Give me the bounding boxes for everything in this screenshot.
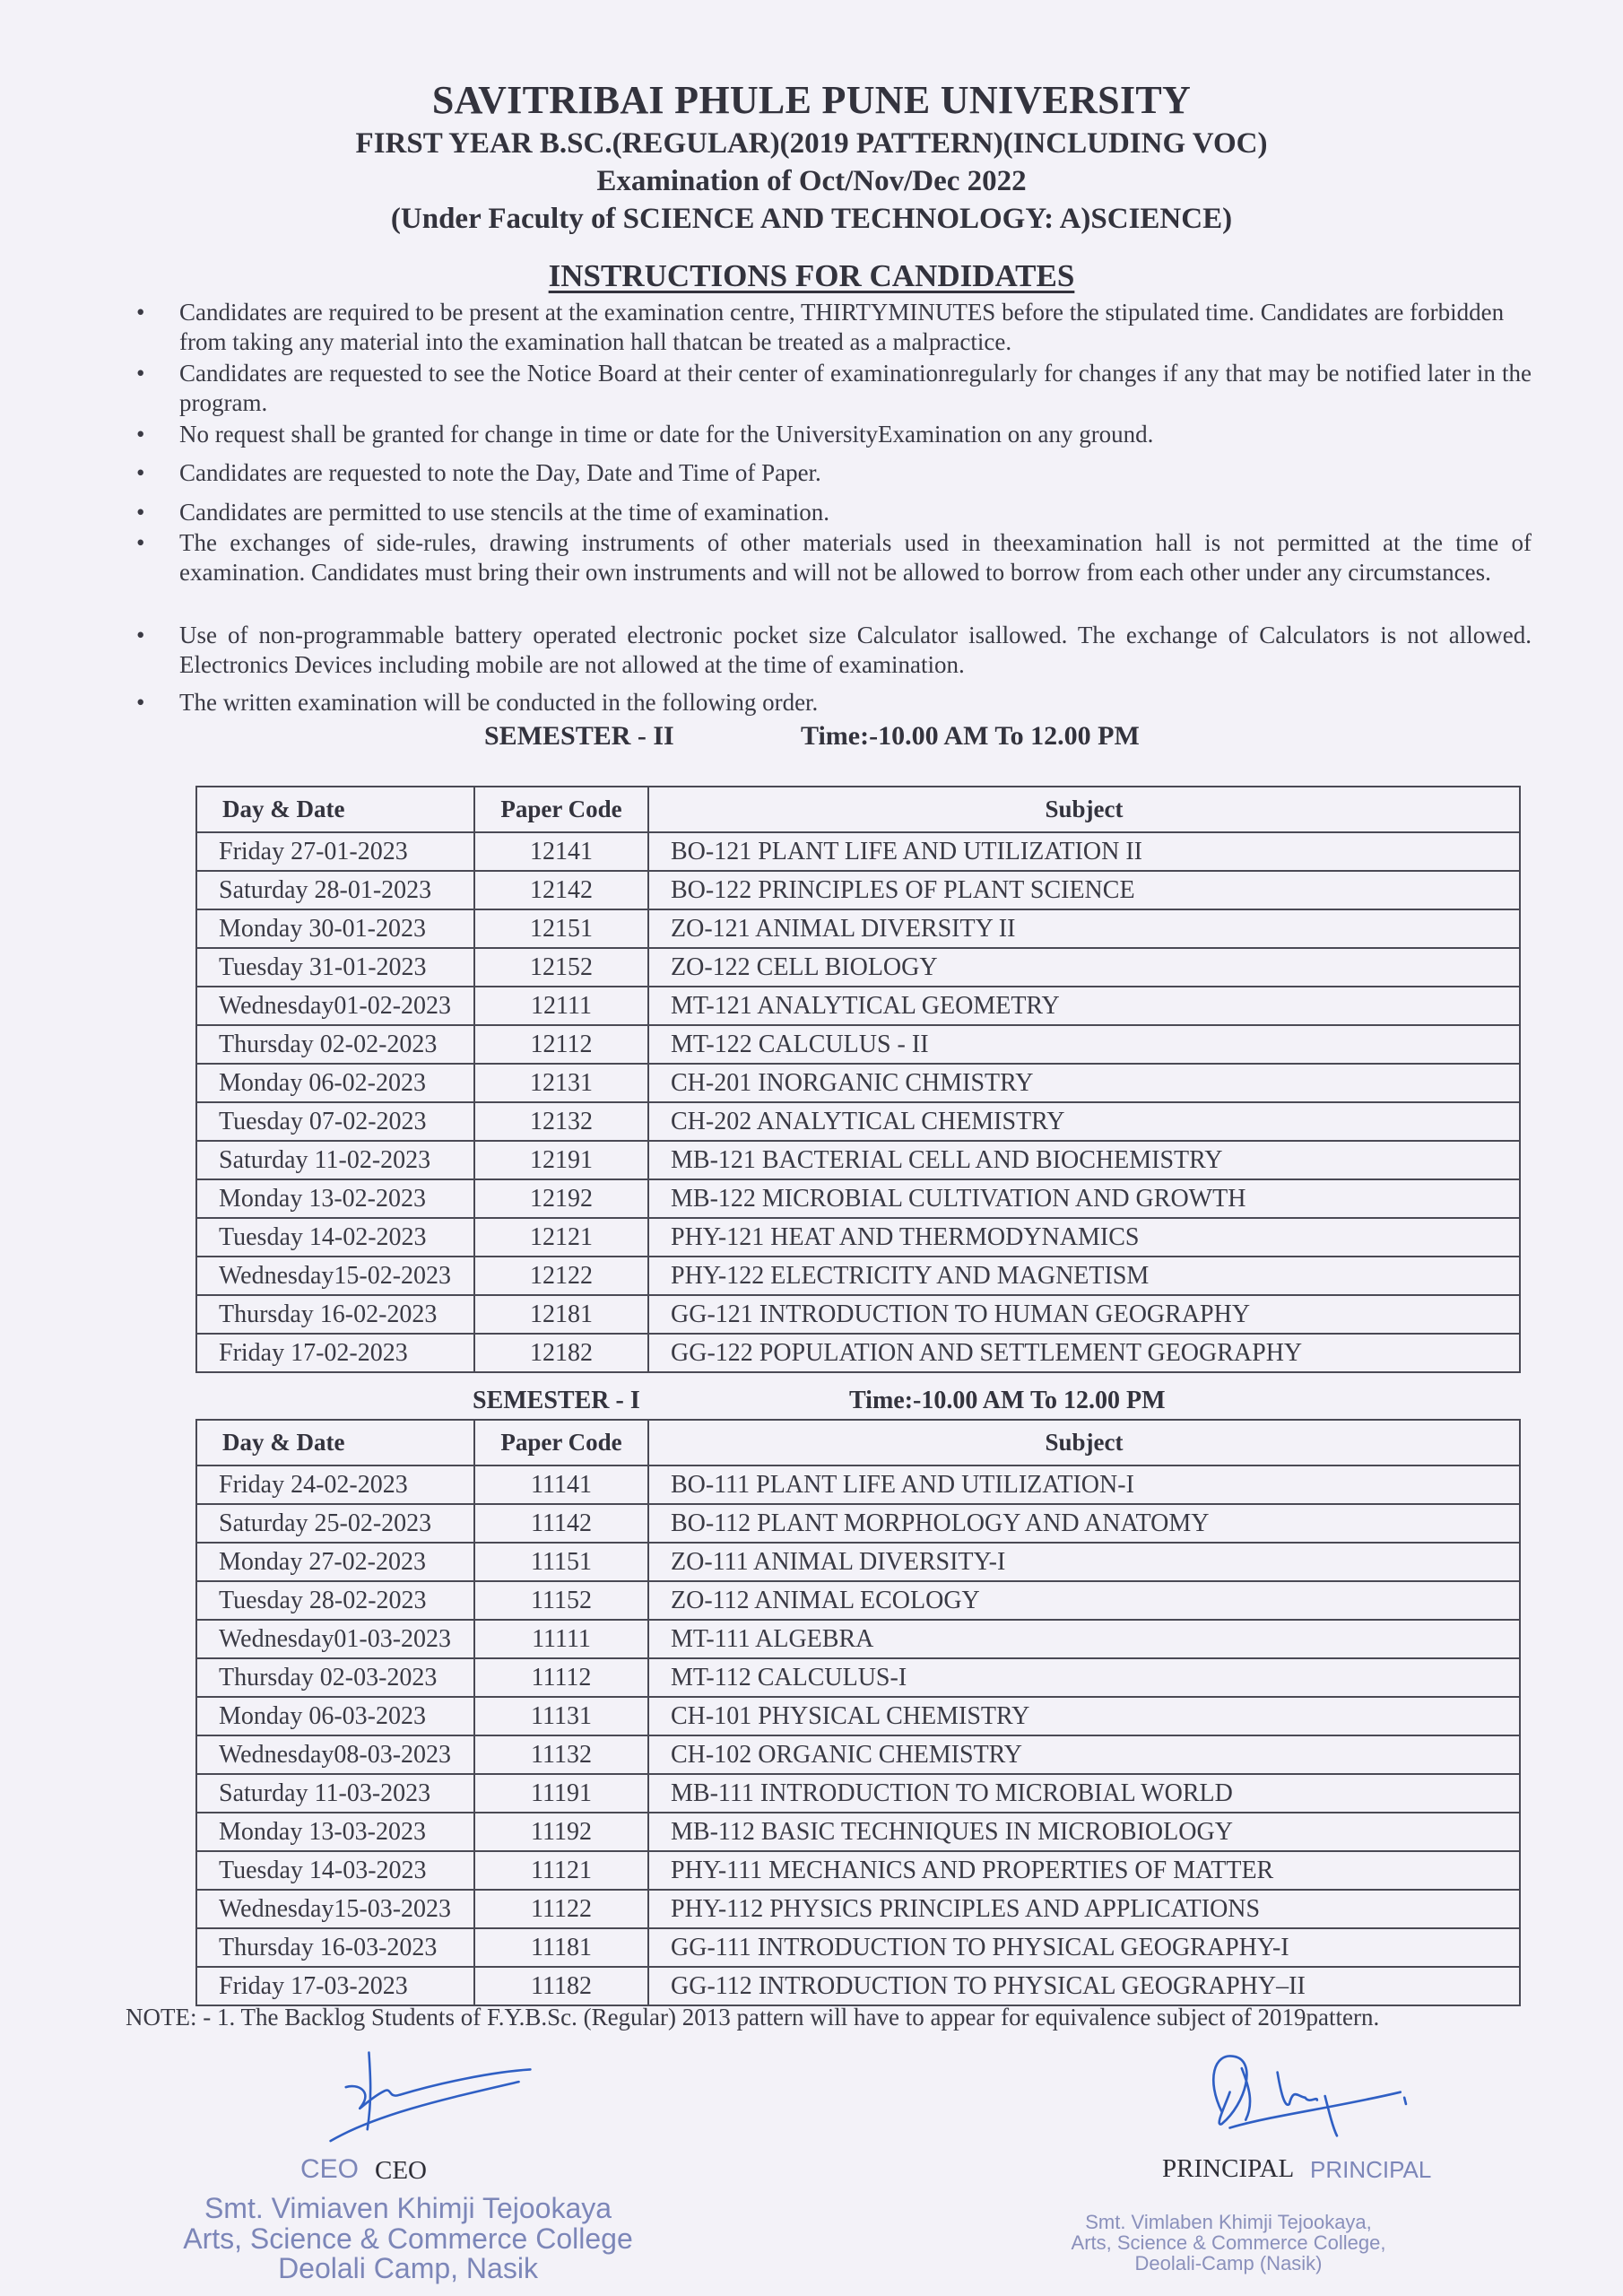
cell-day-date: Friday 24-02-2023 <box>196 1465 474 1504</box>
cell-paper-code: 12191 <box>474 1141 648 1179</box>
principal-label: PRINCIPAL <box>1162 2154 1295 2183</box>
cell-paper-code: 12131 <box>474 1064 648 1102</box>
instruction-text: The written examination will be conducted in the following order. <box>179 689 819 716</box>
cell-subject: ZO-111 ANIMAL DIVERSITY-I <box>648 1543 1520 1581</box>
column-header-date: Day & Date <box>196 1420 474 1465</box>
instruction-item <box>136 621 1535 680</box>
instruction-item <box>136 458 1535 488</box>
cell-subject: ZO-121 ANIMAL DIVERSITY II <box>648 909 1520 948</box>
bullet-icon: • <box>136 459 145 486</box>
instruction-text: Candidates are permitted to use stencils at the time of examination. <box>179 499 830 526</box>
table-row <box>196 948 1520 987</box>
ceo-label: CEO <box>375 2156 427 2185</box>
cell-paper-code: 11121 <box>474 1851 648 1890</box>
stamp-line: Arts, Science & Commerce College, <box>1071 2231 1386 2255</box>
faculty-title: (Under Faculty of SCIENCE AND TECHNOLOGY: A)SCIENCE) <box>390 203 1233 235</box>
cell-paper-code: 12192 <box>474 1179 648 1218</box>
cell-paper-code: 11182 <box>474 1967 648 2005</box>
bullet-icon: • <box>136 529 145 556</box>
cell-paper-code: 11111 <box>474 1620 648 1658</box>
principal-signature <box>1184 2048 1435 2152</box>
cell-paper-code: 12111 <box>474 987 648 1025</box>
table-row <box>196 1025 1520 1064</box>
cell-subject: CH-102 ORGANIC CHEMISTRY <box>648 1735 1520 1774</box>
cell-subject: MT-121 ANALYTICAL GEOMETRY <box>648 987 1520 1025</box>
cell-paper-code: 11192 <box>474 1813 648 1851</box>
bullet-icon: • <box>136 299 145 326</box>
stamp-line: Smt. Vimiaven Khimji Tejookaya <box>204 2192 612 2224</box>
cell-paper-code: 12182 <box>474 1334 648 1372</box>
ceo-stamp <box>157 2194 659 2284</box>
instruction-text: The exchanges of side-rules, drawing instruments of other materials used in theexamination hall is not permitted at the time of examination. Candidates must bring their own instruments and will not be allowed to borrow from each other under any circumstances. <box>179 529 1532 586</box>
cell-paper-code: 12141 <box>474 832 648 871</box>
column-header-code: Paper Code <box>474 1420 648 1465</box>
cell-day-date: Wednesday01-02-2023 <box>196 987 474 1025</box>
table-row <box>196 1620 1520 1658</box>
cell-day-date: Monday 13-02-2023 <box>196 1179 474 1218</box>
instruction-text: No request shall be granted for change in time or date for the UniversityExamination on any ground. <box>179 421 1154 448</box>
table-header-row <box>196 1420 1520 1465</box>
column-header-subject: Subject <box>648 1420 1520 1465</box>
semester-1-title: SEMESTER - I <box>473 1387 640 1414</box>
bullet-icon: • <box>136 360 145 387</box>
cell-subject: CH-201 INORGANIC CHMISTRY <box>648 1064 1520 1102</box>
cell-paper-code: 12132 <box>474 1102 648 1141</box>
stamp-line: Smt. Vimlaben Khimji Tejookaya, <box>1085 2211 1372 2233</box>
cell-paper-code: 12181 <box>474 1295 648 1334</box>
cell-subject: MT-122 CALCULUS - II <box>648 1025 1520 1064</box>
cell-paper-code: 11152 <box>474 1581 648 1620</box>
cell-paper-code: 11122 <box>474 1890 648 1928</box>
cell-paper-code: 11131 <box>474 1697 648 1735</box>
table-row <box>196 832 1520 871</box>
principal-stamp <box>1031 2212 1426 2274</box>
cell-paper-code: 12152 <box>474 948 648 987</box>
cell-paper-code: 11191 <box>474 1774 648 1813</box>
table-row <box>196 1295 1520 1334</box>
cell-subject: PHY-111 MECHANICS AND PROPERTIES OF MATTER <box>648 1851 1520 1890</box>
table-row <box>196 987 1520 1025</box>
table-row <box>196 1967 1520 2005</box>
exam-session: Examination of Oct/Nov/Dec 2022 <box>596 165 1027 197</box>
table-row <box>196 1774 1520 1813</box>
cell-subject: PHY-122 ELECTRICITY AND MAGNETISM <box>648 1257 1520 1295</box>
instruction-text: Candidates are requested to note the Day, Date and Time of Paper. <box>179 459 821 486</box>
cell-subject: MB-122 MICROBIAL CULTIVATION AND GROWTH <box>648 1179 1520 1218</box>
cell-subject: BO-112 PLANT MORPHOLOGY AND ANATOMY <box>648 1504 1520 1543</box>
instruction-item <box>136 298 1535 357</box>
university-title: SAVITRIBAI PHULE PUNE UNIVERSITY <box>431 78 1192 122</box>
cell-paper-code: 12142 <box>474 871 648 909</box>
cell-day-date: Wednesday15-02-2023 <box>196 1257 474 1295</box>
cell-day-date: Monday 30-01-2023 <box>196 909 474 948</box>
cell-day-date: Tuesday 14-03-2023 <box>196 1851 474 1890</box>
cell-day-date: Monday 27-02-2023 <box>196 1543 474 1581</box>
instruction-text: Candidates are requested to see the Notice Board at their center of examinationregularly for changes if any that may be notified later in the program. <box>179 360 1532 416</box>
cell-subject: PHY-112 PHYSICS PRINCIPLES AND APPLICATIONS <box>648 1890 1520 1928</box>
instruction-item <box>136 420 1535 449</box>
cell-subject: ZO-112 ANIMAL ECOLOGY <box>648 1581 1520 1620</box>
bullet-icon: • <box>136 622 145 648</box>
cell-paper-code: 11151 <box>474 1543 648 1581</box>
table-row <box>196 1141 1520 1179</box>
semester-2-table <box>195 786 1521 1373</box>
instruction-text: Candidates are required to be present at the examination centre, THIRTYMINUTES before the stipulated time. Candidates are forbidden from taking any material into the examination hall thatcan be treated as a malpractice. <box>179 299 1505 355</box>
cell-paper-code: 12122 <box>474 1257 648 1295</box>
cell-subject: BO-111 PLANT LIFE AND UTILIZATION-I <box>648 1465 1520 1504</box>
cell-subject: CH-101 PHYSICAL CHEMISTRY <box>648 1697 1520 1735</box>
table-row <box>196 1735 1520 1774</box>
cell-paper-code: 12112 <box>474 1025 648 1064</box>
instruction-item <box>136 528 1535 617</box>
cell-day-date: Thursday 16-03-2023 <box>196 1928 474 1967</box>
cell-day-date: Friday 17-03-2023 <box>196 1967 474 2005</box>
stamp-line: Arts, Science & Commerce College <box>183 2222 633 2255</box>
cell-paper-code: 11181 <box>474 1928 648 1967</box>
cell-subject: CH-202 ANALYTICAL CHEMISTRY <box>648 1102 1520 1141</box>
cell-paper-code: 12151 <box>474 909 648 948</box>
cell-day-date: Monday 06-03-2023 <box>196 1697 474 1735</box>
table-row <box>196 1257 1520 1295</box>
table-row <box>196 1102 1520 1141</box>
semester-2-title: SEMESTER - II <box>484 721 674 751</box>
table-row <box>196 871 1520 909</box>
semester-1-time: Time:-10.00 AM To 12.00 PM <box>849 1387 1166 1414</box>
cell-day-date: Tuesday 28-02-2023 <box>196 1581 474 1620</box>
stamp-line: Deolali-Camp (Nasik) <box>1134 2252 1323 2275</box>
table-row <box>196 1504 1520 1543</box>
table-row <box>196 1218 1520 1257</box>
cell-day-date: Wednesday08-03-2023 <box>196 1735 474 1774</box>
cell-paper-code: 12121 <box>474 1218 648 1257</box>
cell-subject: PHY-121 HEAT AND THERMODYNAMICS <box>648 1218 1520 1257</box>
instruction-item <box>136 359 1535 418</box>
cell-day-date: Saturday 11-02-2023 <box>196 1141 474 1179</box>
cell-subject: MT-111 ALGEBRA <box>648 1620 1520 1658</box>
table-row <box>196 1813 1520 1851</box>
table-row <box>196 1465 1520 1504</box>
cell-day-date: Monday 13-03-2023 <box>196 1813 474 1851</box>
ceo-stamp-title: CEO <box>300 2154 360 2184</box>
bullet-icon: • <box>136 499 145 526</box>
semester-1-table <box>195 1419 1521 2006</box>
semester-2-time: Time:-10.00 AM To 12.00 PM <box>801 721 1140 751</box>
table-row <box>196 1179 1520 1218</box>
principal-stamp-title: PRINCIPAL <box>1310 2156 1432 2183</box>
cell-subject: GG-111 INTRODUCTION TO PHYSICAL GEOGRAPHY-I <box>648 1928 1520 1967</box>
cell-day-date: Tuesday 07-02-2023 <box>196 1102 474 1141</box>
bullet-icon: • <box>136 689 145 716</box>
cell-day-date: Friday 17-02-2023 <box>196 1334 474 1372</box>
course-title: FIRST YEAR B.SC.(REGULAR)(2019 PATTERN)(INCLUDING VOC) <box>355 127 1268 160</box>
column-header-date: Day & Date <box>196 787 474 832</box>
cell-paper-code: 11142 <box>474 1504 648 1543</box>
table-row <box>196 1890 1520 1928</box>
table-row <box>196 1928 1520 1967</box>
cell-subject: MB-112 BASIC TECHNIQUES IN MICROBIOLOGY <box>648 1813 1520 1851</box>
cell-day-date: Thursday 16-02-2023 <box>196 1295 474 1334</box>
cell-subject: ZO-122 CELL BIOLOGY <box>648 948 1520 987</box>
cell-day-date: Thursday 02-03-2023 <box>196 1658 474 1697</box>
backlog-note: NOTE: - 1. The Backlog Students of F.Y.B.Sc. (Regular) 2013 pattern will have to appear for equivalence subject of 2019pattern. <box>126 2004 1380 2031</box>
cell-day-date: Wednesday01-03-2023 <box>196 1620 474 1658</box>
instructions-heading: INSTRUCTIONS FOR CANDIDATES <box>548 258 1075 293</box>
instruction-text: Use of non-programmable battery operated electronic pocket size Calculator isallowed. The exchange of Calculators is not allowed. Electronics Devices including mobile are not allowed at the time of examination. <box>179 622 1532 678</box>
cell-day-date: Thursday 02-02-2023 <box>196 1025 474 1064</box>
table-row <box>196 1064 1520 1102</box>
cell-paper-code: 11112 <box>474 1658 648 1697</box>
cell-day-date: Saturday 28-01-2023 <box>196 871 474 909</box>
cell-subject: MT-112 CALCULUS-I <box>648 1658 1520 1697</box>
ceo-signature <box>296 2045 565 2152</box>
cell-subject: GG-112 INTRODUCTION TO PHYSICAL GEOGRAPHY–II <box>648 1967 1520 2005</box>
cell-subject: MB-121 BACTERIAL CELL AND BIOCHEMISTRY <box>648 1141 1520 1179</box>
cell-paper-code: 11141 <box>474 1465 648 1504</box>
cell-day-date: Tuesday 14-02-2023 <box>196 1218 474 1257</box>
table-row <box>196 1658 1520 1697</box>
cell-subject: GG-122 POPULATION AND SETTLEMENT GEOGRAPHY <box>648 1334 1520 1372</box>
stamp-line: Deolali Camp, Nasik <box>278 2252 538 2285</box>
table-row <box>196 1334 1520 1372</box>
table-row <box>196 909 1520 948</box>
cell-paper-code: 11132 <box>474 1735 648 1774</box>
table-row <box>196 1851 1520 1890</box>
table-row <box>196 1543 1520 1581</box>
table-row <box>196 1581 1520 1620</box>
cell-subject: MB-111 INTRODUCTION TO MICROBIAL WORLD <box>648 1774 1520 1813</box>
cell-day-date: Monday 06-02-2023 <box>196 1064 474 1102</box>
cell-day-date: Saturday 25-02-2023 <box>196 1504 474 1543</box>
cell-subject: GG-121 INTRODUCTION TO HUMAN GEOGRAPHY <box>648 1295 1520 1334</box>
column-header-code: Paper Code <box>474 787 648 832</box>
cell-day-date: Friday 27-01-2023 <box>196 832 474 871</box>
bullet-icon: • <box>136 421 145 448</box>
cell-subject: BO-122 PRINCIPLES OF PLANT SCIENCE <box>648 871 1520 909</box>
cell-day-date: Tuesday 31-01-2023 <box>196 948 474 987</box>
instruction-item <box>136 498 1535 527</box>
instruction-item <box>136 688 1535 718</box>
table-row <box>196 1697 1520 1735</box>
column-header-subject: Subject <box>648 787 1520 832</box>
cell-day-date: Saturday 11-03-2023 <box>196 1774 474 1813</box>
cell-day-date: Wednesday15-03-2023 <box>196 1890 474 1928</box>
table-header-row <box>196 787 1520 832</box>
cell-subject: BO-121 PLANT LIFE AND UTILIZATION II <box>648 832 1520 871</box>
